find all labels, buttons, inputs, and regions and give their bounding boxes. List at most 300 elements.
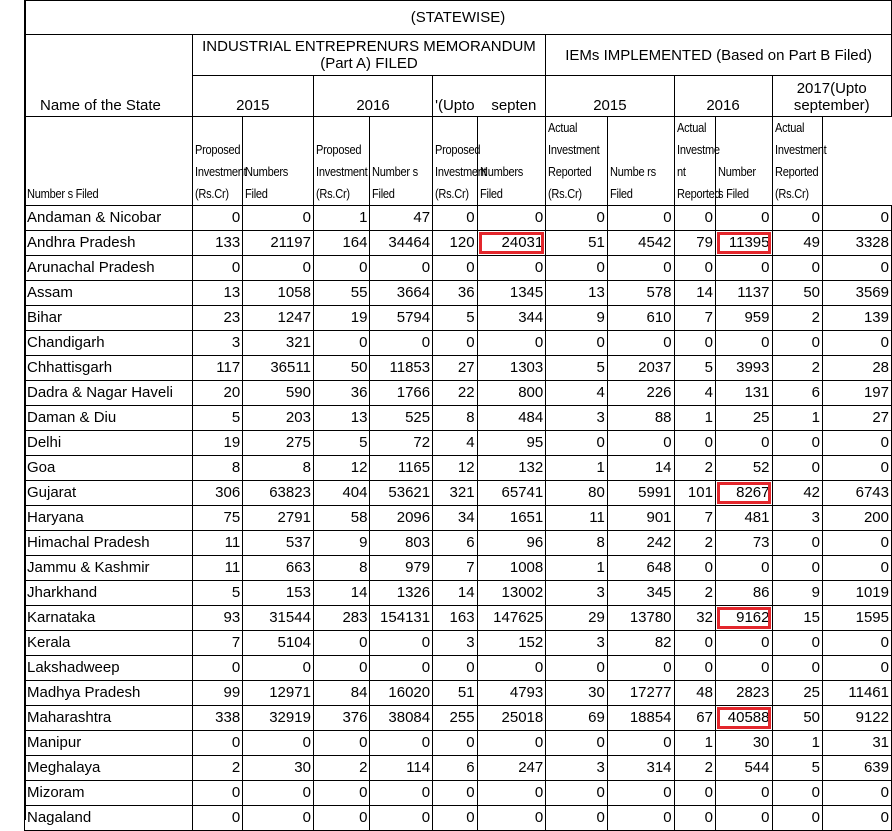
value-cell[interactable]: 51 bbox=[433, 681, 477, 706]
value-cell[interactable]: 2 bbox=[674, 581, 715, 606]
value-cell[interactable]: 5991 bbox=[607, 481, 674, 506]
value-cell[interactable]: 0 bbox=[370, 656, 433, 681]
value-cell[interactable]: 13002 bbox=[477, 581, 546, 606]
value-cell[interactable]: 9 bbox=[313, 531, 370, 556]
value-cell[interactable]: 29 bbox=[546, 606, 608, 631]
value-cell[interactable]: 139 bbox=[823, 306, 892, 331]
value-cell[interactable]: 0 bbox=[546, 656, 608, 681]
value-cell[interactable]: 3 bbox=[546, 631, 608, 656]
value-cell[interactable]: 8 bbox=[192, 456, 243, 481]
value-cell[interactable]: 226 bbox=[607, 381, 674, 406]
value-cell[interactable]: 0 bbox=[823, 781, 892, 806]
value-cell[interactable]: 1 bbox=[546, 556, 608, 581]
value-cell[interactable]: 2 bbox=[192, 756, 243, 781]
value-cell[interactable]: 0 bbox=[674, 431, 715, 456]
state-name-cell[interactable]: Andaman & Nicobar bbox=[25, 206, 193, 231]
state-name-cell[interactable]: Daman & Diu bbox=[25, 406, 193, 431]
value-cell[interactable]: 0 bbox=[715, 206, 772, 231]
highlighted-value-cell[interactable]: 24031 bbox=[477, 231, 546, 256]
value-cell[interactable]: 3 bbox=[546, 406, 608, 431]
value-cell[interactable]: 338 bbox=[192, 706, 243, 731]
value-cell[interactable]: 0 bbox=[477, 331, 546, 356]
value-cell[interactable]: 1 bbox=[674, 406, 715, 431]
value-cell[interactable]: 0 bbox=[823, 531, 892, 556]
value-cell[interactable]: 4 bbox=[433, 431, 477, 456]
value-cell[interactable]: 525 bbox=[370, 406, 433, 431]
value-cell[interactable]: 96 bbox=[477, 531, 546, 556]
value-cell[interactable]: 30 bbox=[715, 731, 772, 756]
value-cell[interactable]: 2 bbox=[772, 306, 823, 331]
value-cell[interactable]: 3 bbox=[772, 506, 823, 531]
value-cell[interactable]: 0 bbox=[607, 806, 674, 831]
value-cell[interactable]: 9 bbox=[546, 306, 608, 331]
value-cell[interactable]: 1 bbox=[772, 406, 823, 431]
state-name-cell[interactable]: Goa bbox=[25, 456, 193, 481]
value-cell[interactable]: 25 bbox=[715, 406, 772, 431]
state-name-cell[interactable]: Jammu & Kashmir bbox=[25, 556, 193, 581]
value-cell[interactable]: 154131 bbox=[370, 606, 433, 631]
value-cell[interactable]: 5 bbox=[192, 406, 243, 431]
value-cell[interactable]: 2096 bbox=[370, 506, 433, 531]
value-cell[interactable]: 19 bbox=[313, 306, 370, 331]
value-cell[interactable]: 13 bbox=[313, 406, 370, 431]
value-cell[interactable]: 1766 bbox=[370, 381, 433, 406]
value-cell[interactable]: 36511 bbox=[243, 356, 314, 381]
value-cell[interactable]: 404 bbox=[313, 481, 370, 506]
value-cell[interactable]: 200 bbox=[823, 506, 892, 531]
state-name-cell[interactable]: Manipur bbox=[25, 731, 193, 756]
value-cell[interactable]: 38084 bbox=[370, 706, 433, 731]
value-cell[interactable]: 0 bbox=[715, 556, 772, 581]
value-cell[interactable]: 11 bbox=[192, 556, 243, 581]
value-cell[interactable]: 0 bbox=[192, 656, 243, 681]
value-cell[interactable]: 152 bbox=[477, 631, 546, 656]
value-cell[interactable]: 663 bbox=[243, 556, 314, 581]
value-cell[interactable]: 0 bbox=[313, 731, 370, 756]
value-cell[interactable]: 0 bbox=[477, 806, 546, 831]
value-cell[interactable]: 32919 bbox=[243, 706, 314, 731]
value-cell[interactable]: 49 bbox=[772, 231, 823, 256]
value-cell[interactable]: 48 bbox=[674, 681, 715, 706]
state-name-cell[interactable]: Assam bbox=[25, 281, 193, 306]
value-cell[interactable]: 639 bbox=[823, 756, 892, 781]
state-name-cell[interactable]: Kerala bbox=[25, 631, 193, 656]
value-cell[interactable]: 0 bbox=[674, 206, 715, 231]
value-cell[interactable]: 283 bbox=[313, 606, 370, 631]
value-cell[interactable]: 0 bbox=[370, 331, 433, 356]
value-cell[interactable]: 1008 bbox=[477, 556, 546, 581]
value-cell[interactable]: 203 bbox=[243, 406, 314, 431]
value-cell[interactable]: 0 bbox=[823, 556, 892, 581]
value-cell[interactable]: 9122 bbox=[823, 706, 892, 731]
value-cell[interactable]: 0 bbox=[607, 731, 674, 756]
value-cell[interactable]: 1058 bbox=[243, 281, 314, 306]
value-cell[interactable]: 803 bbox=[370, 531, 433, 556]
value-cell[interactable]: 2 bbox=[772, 356, 823, 381]
value-cell[interactable]: 0 bbox=[477, 256, 546, 281]
value-cell[interactable]: 344 bbox=[477, 306, 546, 331]
state-name-cell[interactable]: Lakshadweep bbox=[25, 656, 193, 681]
value-cell[interactable]: 578 bbox=[607, 281, 674, 306]
value-cell[interactable]: 51 bbox=[546, 231, 608, 256]
value-cell[interactable]: 0 bbox=[370, 781, 433, 806]
value-cell[interactable]: 0 bbox=[772, 631, 823, 656]
value-cell[interactable]: 0 bbox=[433, 731, 477, 756]
value-cell[interactable]: 0 bbox=[546, 331, 608, 356]
value-cell[interactable]: 0 bbox=[433, 206, 477, 231]
value-cell[interactable]: 800 bbox=[477, 381, 546, 406]
value-cell[interactable]: 2791 bbox=[243, 506, 314, 531]
value-cell[interactable]: 1595 bbox=[823, 606, 892, 631]
value-cell[interactable]: 0 bbox=[477, 731, 546, 756]
value-cell[interactable]: 32 bbox=[674, 606, 715, 631]
value-cell[interactable]: 0 bbox=[192, 731, 243, 756]
value-cell[interactable]: 18854 bbox=[607, 706, 674, 731]
highlighted-value-cell[interactable]: 9162 bbox=[715, 606, 772, 631]
value-cell[interactable]: 0 bbox=[313, 631, 370, 656]
value-cell[interactable]: 0 bbox=[546, 206, 608, 231]
value-cell[interactable]: 133 bbox=[192, 231, 243, 256]
state-name-cell[interactable]: Maharashtra bbox=[25, 706, 193, 731]
value-cell[interactable]: 537 bbox=[243, 531, 314, 556]
value-cell[interactable]: 0 bbox=[715, 631, 772, 656]
value-cell[interactable]: 0 bbox=[674, 656, 715, 681]
value-cell[interactable]: 0 bbox=[772, 556, 823, 581]
highlighted-value-cell[interactable]: 40588 bbox=[715, 706, 772, 731]
state-name-cell[interactable]: Chandigarh bbox=[25, 331, 193, 356]
highlighted-value-cell[interactable]: 8267 bbox=[715, 481, 772, 506]
value-cell[interactable]: 0 bbox=[772, 531, 823, 556]
value-cell[interactable]: 1165 bbox=[370, 456, 433, 481]
value-cell[interactable]: 13 bbox=[546, 281, 608, 306]
value-cell[interactable]: 0 bbox=[433, 806, 477, 831]
value-cell[interactable]: 0 bbox=[313, 256, 370, 281]
value-cell[interactable]: 153 bbox=[243, 581, 314, 606]
value-cell[interactable]: 0 bbox=[243, 206, 314, 231]
value-cell[interactable]: 31544 bbox=[243, 606, 314, 631]
value-cell[interactable]: 314 bbox=[607, 756, 674, 781]
value-cell[interactable]: 0 bbox=[823, 656, 892, 681]
value-cell[interactable]: 484 bbox=[477, 406, 546, 431]
value-cell[interactable]: 8 bbox=[313, 556, 370, 581]
value-cell[interactable]: 0 bbox=[313, 781, 370, 806]
value-cell[interactable]: 0 bbox=[313, 331, 370, 356]
value-cell[interactable]: 2 bbox=[674, 756, 715, 781]
state-name-cell[interactable]: Andhra Pradesh bbox=[25, 231, 193, 256]
value-cell[interactable]: 0 bbox=[607, 431, 674, 456]
value-cell[interactable]: 8 bbox=[433, 406, 477, 431]
value-cell[interactable]: 0 bbox=[674, 631, 715, 656]
value-cell[interactable]: 321 bbox=[243, 331, 314, 356]
value-cell[interactable]: 99 bbox=[192, 681, 243, 706]
value-cell[interactable]: 376 bbox=[313, 706, 370, 731]
value-cell[interactable]: 3664 bbox=[370, 281, 433, 306]
state-name-cell[interactable]: Jharkhand bbox=[25, 581, 193, 606]
value-cell[interactable]: 36 bbox=[313, 381, 370, 406]
value-cell[interactable]: 14 bbox=[607, 456, 674, 481]
value-cell[interactable]: 0 bbox=[772, 781, 823, 806]
value-cell[interactable]: 163 bbox=[433, 606, 477, 631]
value-cell[interactable]: 0 bbox=[243, 656, 314, 681]
value-cell[interactable]: 7 bbox=[192, 631, 243, 656]
value-cell[interactable]: 610 bbox=[607, 306, 674, 331]
value-cell[interactable]: 0 bbox=[823, 456, 892, 481]
value-cell[interactable]: 28 bbox=[823, 356, 892, 381]
value-cell[interactable]: 0 bbox=[715, 431, 772, 456]
value-cell[interactable]: 0 bbox=[433, 331, 477, 356]
value-cell[interactable]: 11853 bbox=[370, 356, 433, 381]
value-cell[interactable]: 73 bbox=[715, 531, 772, 556]
value-cell[interactable]: 8 bbox=[546, 531, 608, 556]
value-cell[interactable]: 30 bbox=[243, 756, 314, 781]
value-cell[interactable]: 242 bbox=[607, 531, 674, 556]
value-cell[interactable]: 7 bbox=[674, 506, 715, 531]
value-cell[interactable]: 101 bbox=[674, 481, 715, 506]
state-name-cell[interactable]: Gujarat bbox=[25, 481, 193, 506]
value-cell[interactable]: 481 bbox=[715, 506, 772, 531]
value-cell[interactable]: 0 bbox=[823, 206, 892, 231]
value-cell[interactable]: 7 bbox=[674, 306, 715, 331]
value-cell[interactable]: 3 bbox=[546, 581, 608, 606]
value-cell[interactable]: 20 bbox=[192, 381, 243, 406]
value-cell[interactable]: 6743 bbox=[823, 481, 892, 506]
value-cell[interactable]: 7 bbox=[433, 556, 477, 581]
value-cell[interactable]: 16020 bbox=[370, 681, 433, 706]
value-cell[interactable]: 5 bbox=[192, 581, 243, 606]
value-cell[interactable]: 5 bbox=[772, 756, 823, 781]
value-cell[interactable]: 4793 bbox=[477, 681, 546, 706]
value-cell[interactable]: 0 bbox=[772, 431, 823, 456]
value-cell[interactable]: 3 bbox=[546, 756, 608, 781]
value-cell[interactable]: 0 bbox=[546, 781, 608, 806]
value-cell[interactable]: 0 bbox=[715, 656, 772, 681]
value-cell[interactable]: 22 bbox=[433, 381, 477, 406]
value-cell[interactable]: 12 bbox=[313, 456, 370, 481]
value-cell[interactable]: 3993 bbox=[715, 356, 772, 381]
value-cell[interactable]: 0 bbox=[772, 256, 823, 281]
value-cell[interactable]: 12971 bbox=[243, 681, 314, 706]
value-cell[interactable]: 0 bbox=[192, 206, 243, 231]
value-cell[interactable]: 0 bbox=[546, 256, 608, 281]
value-cell[interactable]: 0 bbox=[823, 431, 892, 456]
value-cell[interactable]: 0 bbox=[313, 656, 370, 681]
value-cell[interactable]: 34464 bbox=[370, 231, 433, 256]
value-cell[interactable]: 9 bbox=[772, 581, 823, 606]
value-cell[interactable]: 63823 bbox=[243, 481, 314, 506]
state-name-cell[interactable]: Dadra & Nagar Haveli bbox=[25, 381, 193, 406]
value-cell[interactable]: 979 bbox=[370, 556, 433, 581]
value-cell[interactable]: 1 bbox=[772, 731, 823, 756]
value-cell[interactable]: 67 bbox=[674, 706, 715, 731]
value-cell[interactable]: 5 bbox=[433, 306, 477, 331]
value-cell[interactable]: 901 bbox=[607, 506, 674, 531]
value-cell[interactable]: 95 bbox=[477, 431, 546, 456]
state-name-cell[interactable]: Delhi bbox=[25, 431, 193, 456]
state-name-cell[interactable]: Chhattisgarh bbox=[25, 356, 193, 381]
value-cell[interactable]: 1019 bbox=[823, 581, 892, 606]
value-cell[interactable]: 4542 bbox=[607, 231, 674, 256]
value-cell[interactable]: 84 bbox=[313, 681, 370, 706]
value-cell[interactable]: 132 bbox=[477, 456, 546, 481]
state-name-cell[interactable]: Meghalaya bbox=[25, 756, 193, 781]
value-cell[interactable]: 5 bbox=[546, 356, 608, 381]
value-cell[interactable]: 0 bbox=[715, 331, 772, 356]
value-cell[interactable]: 0 bbox=[674, 556, 715, 581]
value-cell[interactable]: 147625 bbox=[477, 606, 546, 631]
value-cell[interactable]: 0 bbox=[243, 256, 314, 281]
state-name-cell[interactable]: Bihar bbox=[25, 306, 193, 331]
value-cell[interactable]: 648 bbox=[607, 556, 674, 581]
value-cell[interactable]: 0 bbox=[772, 331, 823, 356]
value-cell[interactable]: 0 bbox=[433, 656, 477, 681]
value-cell[interactable]: 6 bbox=[772, 381, 823, 406]
value-cell[interactable]: 0 bbox=[674, 806, 715, 831]
value-cell[interactable]: 0 bbox=[192, 806, 243, 831]
value-cell[interactable]: 69 bbox=[546, 706, 608, 731]
value-cell[interactable]: 959 bbox=[715, 306, 772, 331]
value-cell[interactable]: 11 bbox=[546, 506, 608, 531]
value-cell[interactable]: 0 bbox=[823, 806, 892, 831]
value-cell[interactable]: 120 bbox=[433, 231, 477, 256]
value-cell[interactable]: 117 bbox=[192, 356, 243, 381]
value-cell[interactable]: 15 bbox=[772, 606, 823, 631]
value-cell[interactable]: 50 bbox=[313, 356, 370, 381]
value-cell[interactable]: 544 bbox=[715, 756, 772, 781]
value-cell[interactable]: 0 bbox=[823, 331, 892, 356]
value-cell[interactable]: 2 bbox=[313, 756, 370, 781]
value-cell[interactable]: 0 bbox=[370, 256, 433, 281]
state-name-cell[interactable]: Mizoram bbox=[25, 781, 193, 806]
value-cell[interactable]: 2 bbox=[674, 531, 715, 556]
value-cell[interactable]: 1345 bbox=[477, 281, 546, 306]
value-cell[interactable]: 0 bbox=[243, 806, 314, 831]
state-name-cell[interactable]: Himachal Pradesh bbox=[25, 531, 193, 556]
value-cell[interactable]: 79 bbox=[674, 231, 715, 256]
value-cell[interactable]: 5794 bbox=[370, 306, 433, 331]
value-cell[interactable]: 25018 bbox=[477, 706, 546, 731]
value-cell[interactable]: 2823 bbox=[715, 681, 772, 706]
value-cell[interactable]: 31 bbox=[823, 731, 892, 756]
value-cell[interactable]: 30 bbox=[546, 681, 608, 706]
value-cell[interactable]: 0 bbox=[772, 656, 823, 681]
state-name-cell[interactable]: Nagaland bbox=[25, 806, 193, 831]
value-cell[interactable]: 0 bbox=[715, 256, 772, 281]
value-cell[interactable]: 13780 bbox=[607, 606, 674, 631]
value-cell[interactable]: 5 bbox=[313, 431, 370, 456]
value-cell[interactable]: 8 bbox=[243, 456, 314, 481]
value-cell[interactable]: 88 bbox=[607, 406, 674, 431]
value-cell[interactable]: 0 bbox=[192, 256, 243, 281]
value-cell[interactable]: 27 bbox=[823, 406, 892, 431]
value-cell[interactable]: 306 bbox=[192, 481, 243, 506]
value-cell[interactable]: 590 bbox=[243, 381, 314, 406]
value-cell[interactable]: 0 bbox=[607, 331, 674, 356]
value-cell[interactable]: 0 bbox=[243, 731, 314, 756]
value-cell[interactable]: 2 bbox=[674, 456, 715, 481]
state-name-cell[interactable]: Madhya Pradesh bbox=[25, 681, 193, 706]
value-cell[interactable]: 1326 bbox=[370, 581, 433, 606]
value-cell[interactable]: 0 bbox=[477, 206, 546, 231]
value-cell[interactable]: 0 bbox=[607, 256, 674, 281]
value-cell[interactable]: 0 bbox=[674, 256, 715, 281]
value-cell[interactable]: 13 bbox=[192, 281, 243, 306]
value-cell[interactable]: 65741 bbox=[477, 481, 546, 506]
state-name-cell[interactable]: Arunachal Pradesh bbox=[25, 256, 193, 281]
value-cell[interactable]: 0 bbox=[607, 656, 674, 681]
value-cell[interactable]: 36 bbox=[433, 281, 477, 306]
value-cell[interactable]: 0 bbox=[192, 781, 243, 806]
value-cell[interactable]: 50 bbox=[772, 706, 823, 731]
value-cell[interactable]: 42 bbox=[772, 481, 823, 506]
value-cell[interactable]: 1651 bbox=[477, 506, 546, 531]
value-cell[interactable]: 11 bbox=[192, 531, 243, 556]
value-cell[interactable]: 1 bbox=[674, 731, 715, 756]
state-name-cell[interactable]: Karnataka bbox=[25, 606, 193, 631]
value-cell[interactable]: 0 bbox=[823, 256, 892, 281]
value-cell[interactable]: 0 bbox=[370, 631, 433, 656]
value-cell[interactable]: 0 bbox=[674, 781, 715, 806]
value-cell[interactable]: 55 bbox=[313, 281, 370, 306]
value-cell[interactable]: 0 bbox=[607, 781, 674, 806]
value-cell[interactable]: 0 bbox=[715, 806, 772, 831]
value-cell[interactable]: 80 bbox=[546, 481, 608, 506]
value-cell[interactable]: 5 bbox=[674, 356, 715, 381]
value-cell[interactable]: 58 bbox=[313, 506, 370, 531]
value-cell[interactable]: 0 bbox=[433, 781, 477, 806]
value-cell[interactable]: 27 bbox=[433, 356, 477, 381]
value-cell[interactable]: 6 bbox=[433, 756, 477, 781]
value-cell[interactable]: 0 bbox=[546, 806, 608, 831]
value-cell[interactable]: 0 bbox=[772, 206, 823, 231]
value-cell[interactable]: 3569 bbox=[823, 281, 892, 306]
value-cell[interactable]: 0 bbox=[546, 431, 608, 456]
value-cell[interactable]: 53621 bbox=[370, 481, 433, 506]
value-cell[interactable]: 4 bbox=[674, 381, 715, 406]
value-cell[interactable]: 131 bbox=[715, 381, 772, 406]
value-cell[interactable]: 1 bbox=[546, 456, 608, 481]
value-cell[interactable]: 0 bbox=[607, 206, 674, 231]
value-cell[interactable]: 0 bbox=[433, 256, 477, 281]
value-cell[interactable]: 11461 bbox=[823, 681, 892, 706]
value-cell[interactable]: 19 bbox=[192, 431, 243, 456]
value-cell[interactable]: 1137 bbox=[715, 281, 772, 306]
value-cell[interactable]: 14 bbox=[313, 581, 370, 606]
value-cell[interactable]: 0 bbox=[243, 781, 314, 806]
value-cell[interactable]: 3 bbox=[433, 631, 477, 656]
value-cell[interactable]: 345 bbox=[607, 581, 674, 606]
value-cell[interactable]: 4 bbox=[546, 381, 608, 406]
highlighted-value-cell[interactable]: 11395 bbox=[715, 231, 772, 256]
value-cell[interactable]: 93 bbox=[192, 606, 243, 631]
value-cell[interactable]: 21197 bbox=[243, 231, 314, 256]
value-cell[interactable]: 50 bbox=[772, 281, 823, 306]
value-cell[interactable]: 52 bbox=[715, 456, 772, 481]
value-cell[interactable]: 321 bbox=[433, 481, 477, 506]
value-cell[interactable]: 255 bbox=[433, 706, 477, 731]
state-name-cell[interactable]: Haryana bbox=[25, 506, 193, 531]
value-cell[interactable]: 114 bbox=[370, 756, 433, 781]
value-cell[interactable]: 0 bbox=[370, 806, 433, 831]
value-cell[interactable]: 0 bbox=[823, 631, 892, 656]
value-cell[interactable]: 275 bbox=[243, 431, 314, 456]
value-cell[interactable]: 25 bbox=[772, 681, 823, 706]
value-cell[interactable]: 0 bbox=[477, 781, 546, 806]
value-cell[interactable]: 2037 bbox=[607, 356, 674, 381]
value-cell[interactable]: 197 bbox=[823, 381, 892, 406]
value-cell[interactable]: 0 bbox=[772, 806, 823, 831]
value-cell[interactable]: 23 bbox=[192, 306, 243, 331]
value-cell[interactable]: 247 bbox=[477, 756, 546, 781]
